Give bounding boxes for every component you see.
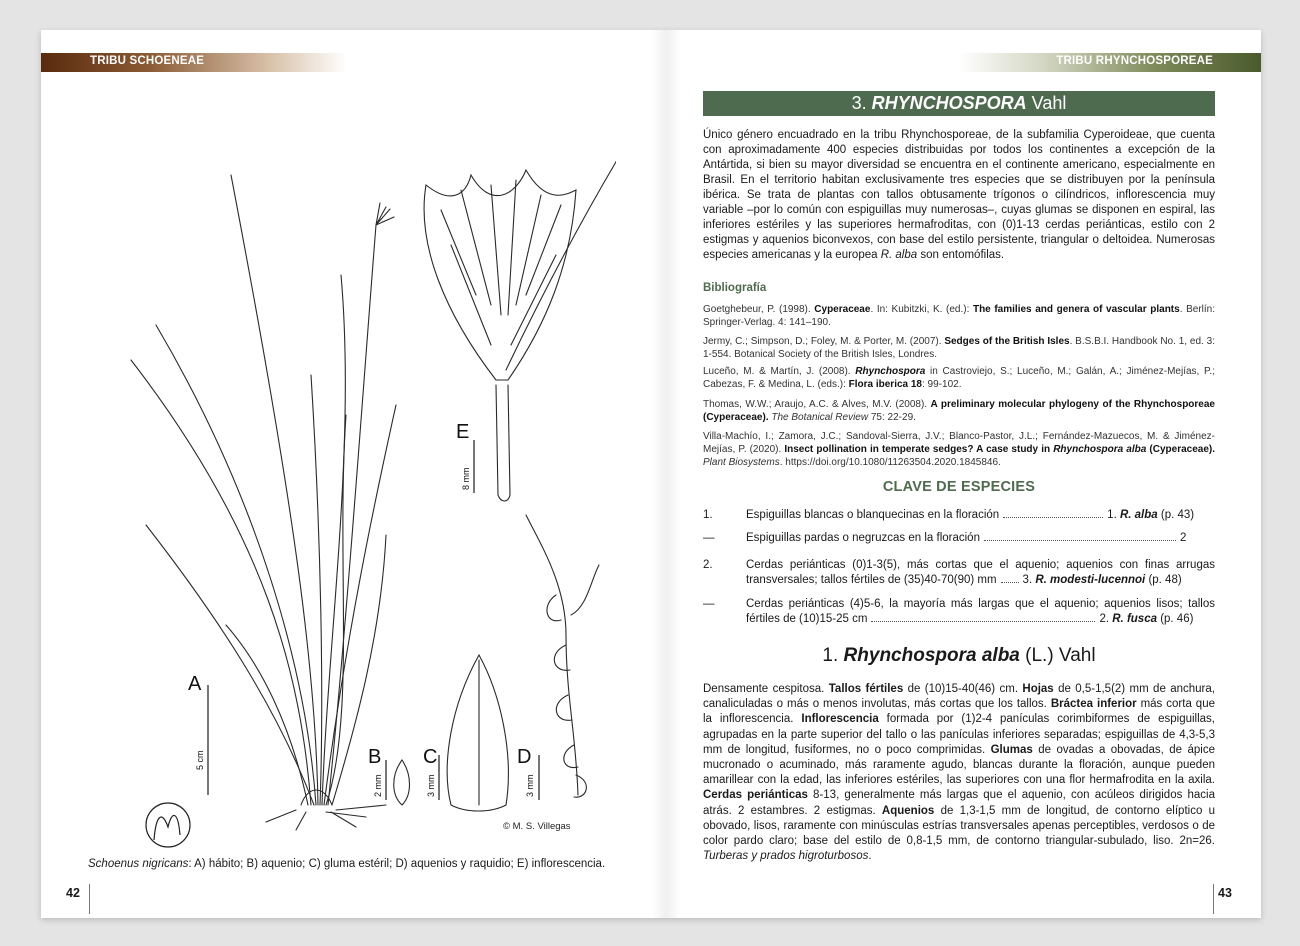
intro-species: R. alba xyxy=(880,249,918,261)
leaf-stroke xyxy=(231,175,318,805)
reference xyxy=(703,335,1215,361)
small-head xyxy=(376,203,394,225)
label-c: C xyxy=(423,746,438,768)
ref-authors: Luceño, M. & Martín, J. (2008). xyxy=(703,366,856,377)
desc-text: formada por (1)2-4 panículas corimbiformes de espiguillas, agrupadas en la parte superior del tallo o las panículas inferiores separadas; espiguillas de 4,3-5,3 mm de longitud, fusiformes, no o poco comprimidas. xyxy=(703,713,1215,756)
ref-species: Rhynchospora alba xyxy=(1053,444,1147,455)
page-number-right: 43 xyxy=(1218,886,1232,900)
desc-text: más corta que la inflorescencia. xyxy=(703,698,1215,726)
reference xyxy=(703,430,1215,469)
key-number: 1. xyxy=(703,509,713,521)
leaf-stroke xyxy=(226,625,308,805)
desc-term: Hojas xyxy=(1022,683,1054,695)
genus-title xyxy=(703,91,1215,116)
desc-text: de 1,3-1,5 mm de longitud, de contorno elíptico u obovado, lisos, raramente con minúsculas estrías transversales apenas perceptibles, verdosos o de color pardo claro; base del estilo de 0,8-1,5 mm, de contorno triangular-subulado, liso. 2n=26. xyxy=(703,804,1215,848)
key-item xyxy=(703,508,1215,523)
intro-text-end: son entomófilas. xyxy=(917,249,1005,261)
right-header-title: TRIBU RHYNCHOSPOREAE xyxy=(1056,55,1213,67)
ref-title: (Cyperaceae). xyxy=(1146,444,1215,455)
desc-term: Glumas xyxy=(990,743,1033,756)
intro-text: Único género encuadrado en la tribu Rhynchosporeae, de la subfamilia Cyperoideae, que cuenta con aproximadamente 400 especies distribuidas por todos los continentes a excepción de la Antártida, si bien su mayor diversidad se encuentra en el continente americano, especialmente en Brasil. En el territorio habitan exclusivamente tres especies que se distribuyen por la península ibérica. Se trata de plantas con tallos obtusamente trígonos o cilíndricos, inflorescencia muy variable –por lo común con espiguillas muy numerosas–, cuyas glumas se disponen en espiral, las inferiores estériles y las superiores hermafroditas, con (0)1-13 cerdas periánticas, estilo con 2 estigmas y aquenios biconvexos, con base del estilo persistente, triangular o deltoidea. Numerosas especies americanas y la europea xyxy=(703,129,1215,261)
ref-title: Flora iberica 18 xyxy=(848,379,922,390)
ref-text: in Castroviejo, S.; Luceño, M.; Galán, A.; Jiménez-Mejías, P.; Cabezas, F. & Medina, L. (eds.): xyxy=(703,366,1215,390)
ref-journal: The Botanical Review xyxy=(768,412,869,423)
key-target[interactable]: R. fusca xyxy=(1112,613,1157,625)
desc-habitat: Turberas y prados higroturbosos xyxy=(703,850,869,863)
species-name: Rhynchospora alba xyxy=(843,645,1020,666)
ref-text: 75: 22-29. xyxy=(868,412,916,423)
desc-term: Bráctea inferior xyxy=(1050,698,1137,711)
key-text: Cerdas periánticas (0)1-3(5), más cortas que el aquenio; aquenios con finas arrugas transversales; tallos fértiles de (35)40-70(90) mm xyxy=(746,559,1215,586)
desc-term: Aquenios xyxy=(881,804,935,817)
left-header-band xyxy=(41,53,347,72)
key-lead[interactable]: 2 xyxy=(1179,532,1187,544)
desc-text: Densamente cespitosa. xyxy=(703,683,829,695)
key-item xyxy=(703,597,1215,627)
leaf-stroke xyxy=(131,360,311,805)
genus-intro xyxy=(703,128,1215,263)
desc-term: Inflorescencia xyxy=(801,713,879,726)
roots xyxy=(266,805,386,830)
desc-term: Cerdas periánticas xyxy=(703,789,808,802)
page-number-left: 42 xyxy=(66,886,80,900)
achene-b xyxy=(394,760,410,805)
scale-text-d: 3 mm xyxy=(525,774,535,797)
genus-name: RHYNCHOSPORA xyxy=(871,93,1027,113)
key-number: — xyxy=(703,598,715,610)
ref-title: Sedges of the British Isles xyxy=(944,336,1070,347)
inflorescence-e-bract xyxy=(506,145,616,370)
key-page: (p. 48) xyxy=(1145,574,1182,586)
reference xyxy=(703,398,1215,424)
figure-caption xyxy=(88,858,605,870)
desc-text: . xyxy=(868,850,872,863)
ref-authors: Thomas, W.W.; Araujo, A.C. & Alves, M.V. (2008). xyxy=(703,399,931,410)
botanical-illustration xyxy=(96,115,616,875)
ref-text: . In: Kubitzki, K. (ed.): xyxy=(870,304,973,315)
key-text: Cerdas periánticas (4)5-6, la mayoría más largas que el aquenio; aquenios lisos; tallos fértiles de (10)15-25 cm xyxy=(746,598,1215,625)
leaf-stroke xyxy=(311,375,322,805)
species-author: (L.) Vahl xyxy=(1019,645,1096,666)
desc-text: 8-13, generalmente más largas que el aquenio, con acúleos dirigidos hacia atrás. 2 estambres. 2 estigmas. xyxy=(703,789,1215,817)
key-lead: 2. xyxy=(1099,613,1113,625)
right-header-band xyxy=(959,53,1261,72)
ref-authors: Goetghebeur, P. (1998). xyxy=(703,304,815,315)
flower-stalk xyxy=(328,225,376,805)
species-description xyxy=(703,682,1215,864)
key-heading: CLAVE DE ESPECIES xyxy=(882,479,1036,495)
genus-number: 3. xyxy=(851,93,872,113)
species-title xyxy=(703,645,1215,667)
illustration-credit: © M. S. Villegas xyxy=(503,821,571,832)
book-gutter xyxy=(651,30,681,918)
leader-dots xyxy=(1001,581,1019,583)
ref-title: Insect pollination in temperate sedges? A case study in xyxy=(784,444,1054,455)
bibliography-heading: Bibliografía xyxy=(703,282,767,294)
ref-text: . https://doi.org/10.1080/11263504.2020.1845846. xyxy=(779,457,1001,468)
achenes-d xyxy=(547,565,599,797)
page-rule-right xyxy=(1213,884,1214,914)
leaf-stroke xyxy=(156,325,316,805)
desc-text: de ovadas a obovadas, de ápice mucronado o acuminado, más raramente agudo, blancas durante la floración, aunque pueden amarillear con la edad, las inferiores estériles, las superiores con una flor hermafrodita en la axila. xyxy=(703,743,1215,787)
book-spread xyxy=(41,30,1261,918)
key-item xyxy=(703,558,1215,588)
inflorescence-e-stem xyxy=(496,385,510,501)
key-page: (p. 46) xyxy=(1157,613,1194,625)
key-lead: 1. xyxy=(1107,509,1120,521)
reference xyxy=(703,303,1215,329)
artist-monogram xyxy=(146,803,190,847)
ref-text: : 99-102. xyxy=(922,379,962,390)
ref-journal: Plant Biosystems xyxy=(703,457,780,468)
glume-c xyxy=(447,655,508,811)
genus-author: Vahl xyxy=(1026,93,1067,113)
reference xyxy=(703,365,1215,391)
ref-authors: Jermy, C.; Simpson, D.; Foley, M. & Porter, M. (2007). xyxy=(703,336,945,347)
label-b: B xyxy=(368,746,382,768)
key-page: (p. 43) xyxy=(1157,509,1195,521)
key-lead: 3. xyxy=(1022,574,1036,586)
leader-dots xyxy=(1003,516,1103,518)
scale-text-a: 5 cm xyxy=(195,750,205,770)
species-number: 1. xyxy=(822,645,844,666)
label-a: A xyxy=(188,673,202,695)
ref-title: Cyperaceae xyxy=(814,304,871,315)
scale-text-e: 8 mm xyxy=(461,467,471,490)
key-target[interactable]: R. alba xyxy=(1119,509,1158,521)
scale-text-b: 2 mm xyxy=(373,774,383,797)
leader-dots xyxy=(871,620,1095,622)
key-text: Espiguillas blancas o blanquecinas en la floración xyxy=(746,509,1000,521)
key-target[interactable]: R. modesti-lucennoi xyxy=(1035,574,1146,586)
rachis-d xyxy=(526,515,578,795)
ref-genus: Rhynchospora xyxy=(855,366,926,377)
page-rule-left xyxy=(89,884,90,914)
ref-title: A preliminary molecular phylogeny of the Rhynchosporeae (Cyperaceae). xyxy=(703,399,1215,423)
ref-text: . Berlín: Springer-Verlag. 4: 141–190. xyxy=(703,304,1215,328)
scale-text-c: 3 mm xyxy=(426,774,436,797)
left-header-title: TRIBU SCHOENEAE xyxy=(90,55,205,67)
key-number: 2. xyxy=(703,559,713,571)
key-text: Espiguillas pardas o negruzcas en la floración xyxy=(746,532,980,544)
key-item xyxy=(703,531,1215,546)
leader-dots xyxy=(984,539,1176,541)
desc-text: de 0,5-1,5(2) mm de anchura, canaliculadas o más o menos involutas, más cortas que los tallos. xyxy=(703,683,1215,711)
ref-text: . B.S.B.I. Handbook No. 1, ed. 3: 1-554. Botanical Society of the British Isles, Londres. xyxy=(703,336,1215,360)
key-number: — xyxy=(703,532,715,544)
label-d: D xyxy=(517,746,532,768)
desc-text: de (10)15-40(46) cm. xyxy=(903,683,1023,695)
leaf-stroke xyxy=(322,275,345,805)
desc-term: Tallos fértiles xyxy=(828,683,904,695)
ref-authors: Villa-Machío, I.; Zamora, J.C.; Sandoval-Sierra, J.V.; Blanco-Pastor, J.L.; Fernández-Mazuecos, M. & Jiménez-Mejías, P. (2020). xyxy=(703,431,1215,455)
ref-title: The families and genera of vascular plants xyxy=(972,304,1180,315)
caption-species: Schoenus nigricans xyxy=(88,858,189,870)
label-e: E xyxy=(456,421,470,443)
caption-text: : A) hábito; B) aquenio; C) gluma estéril; D) aquenios y raquidio; E) inflorescencia. xyxy=(188,858,606,870)
